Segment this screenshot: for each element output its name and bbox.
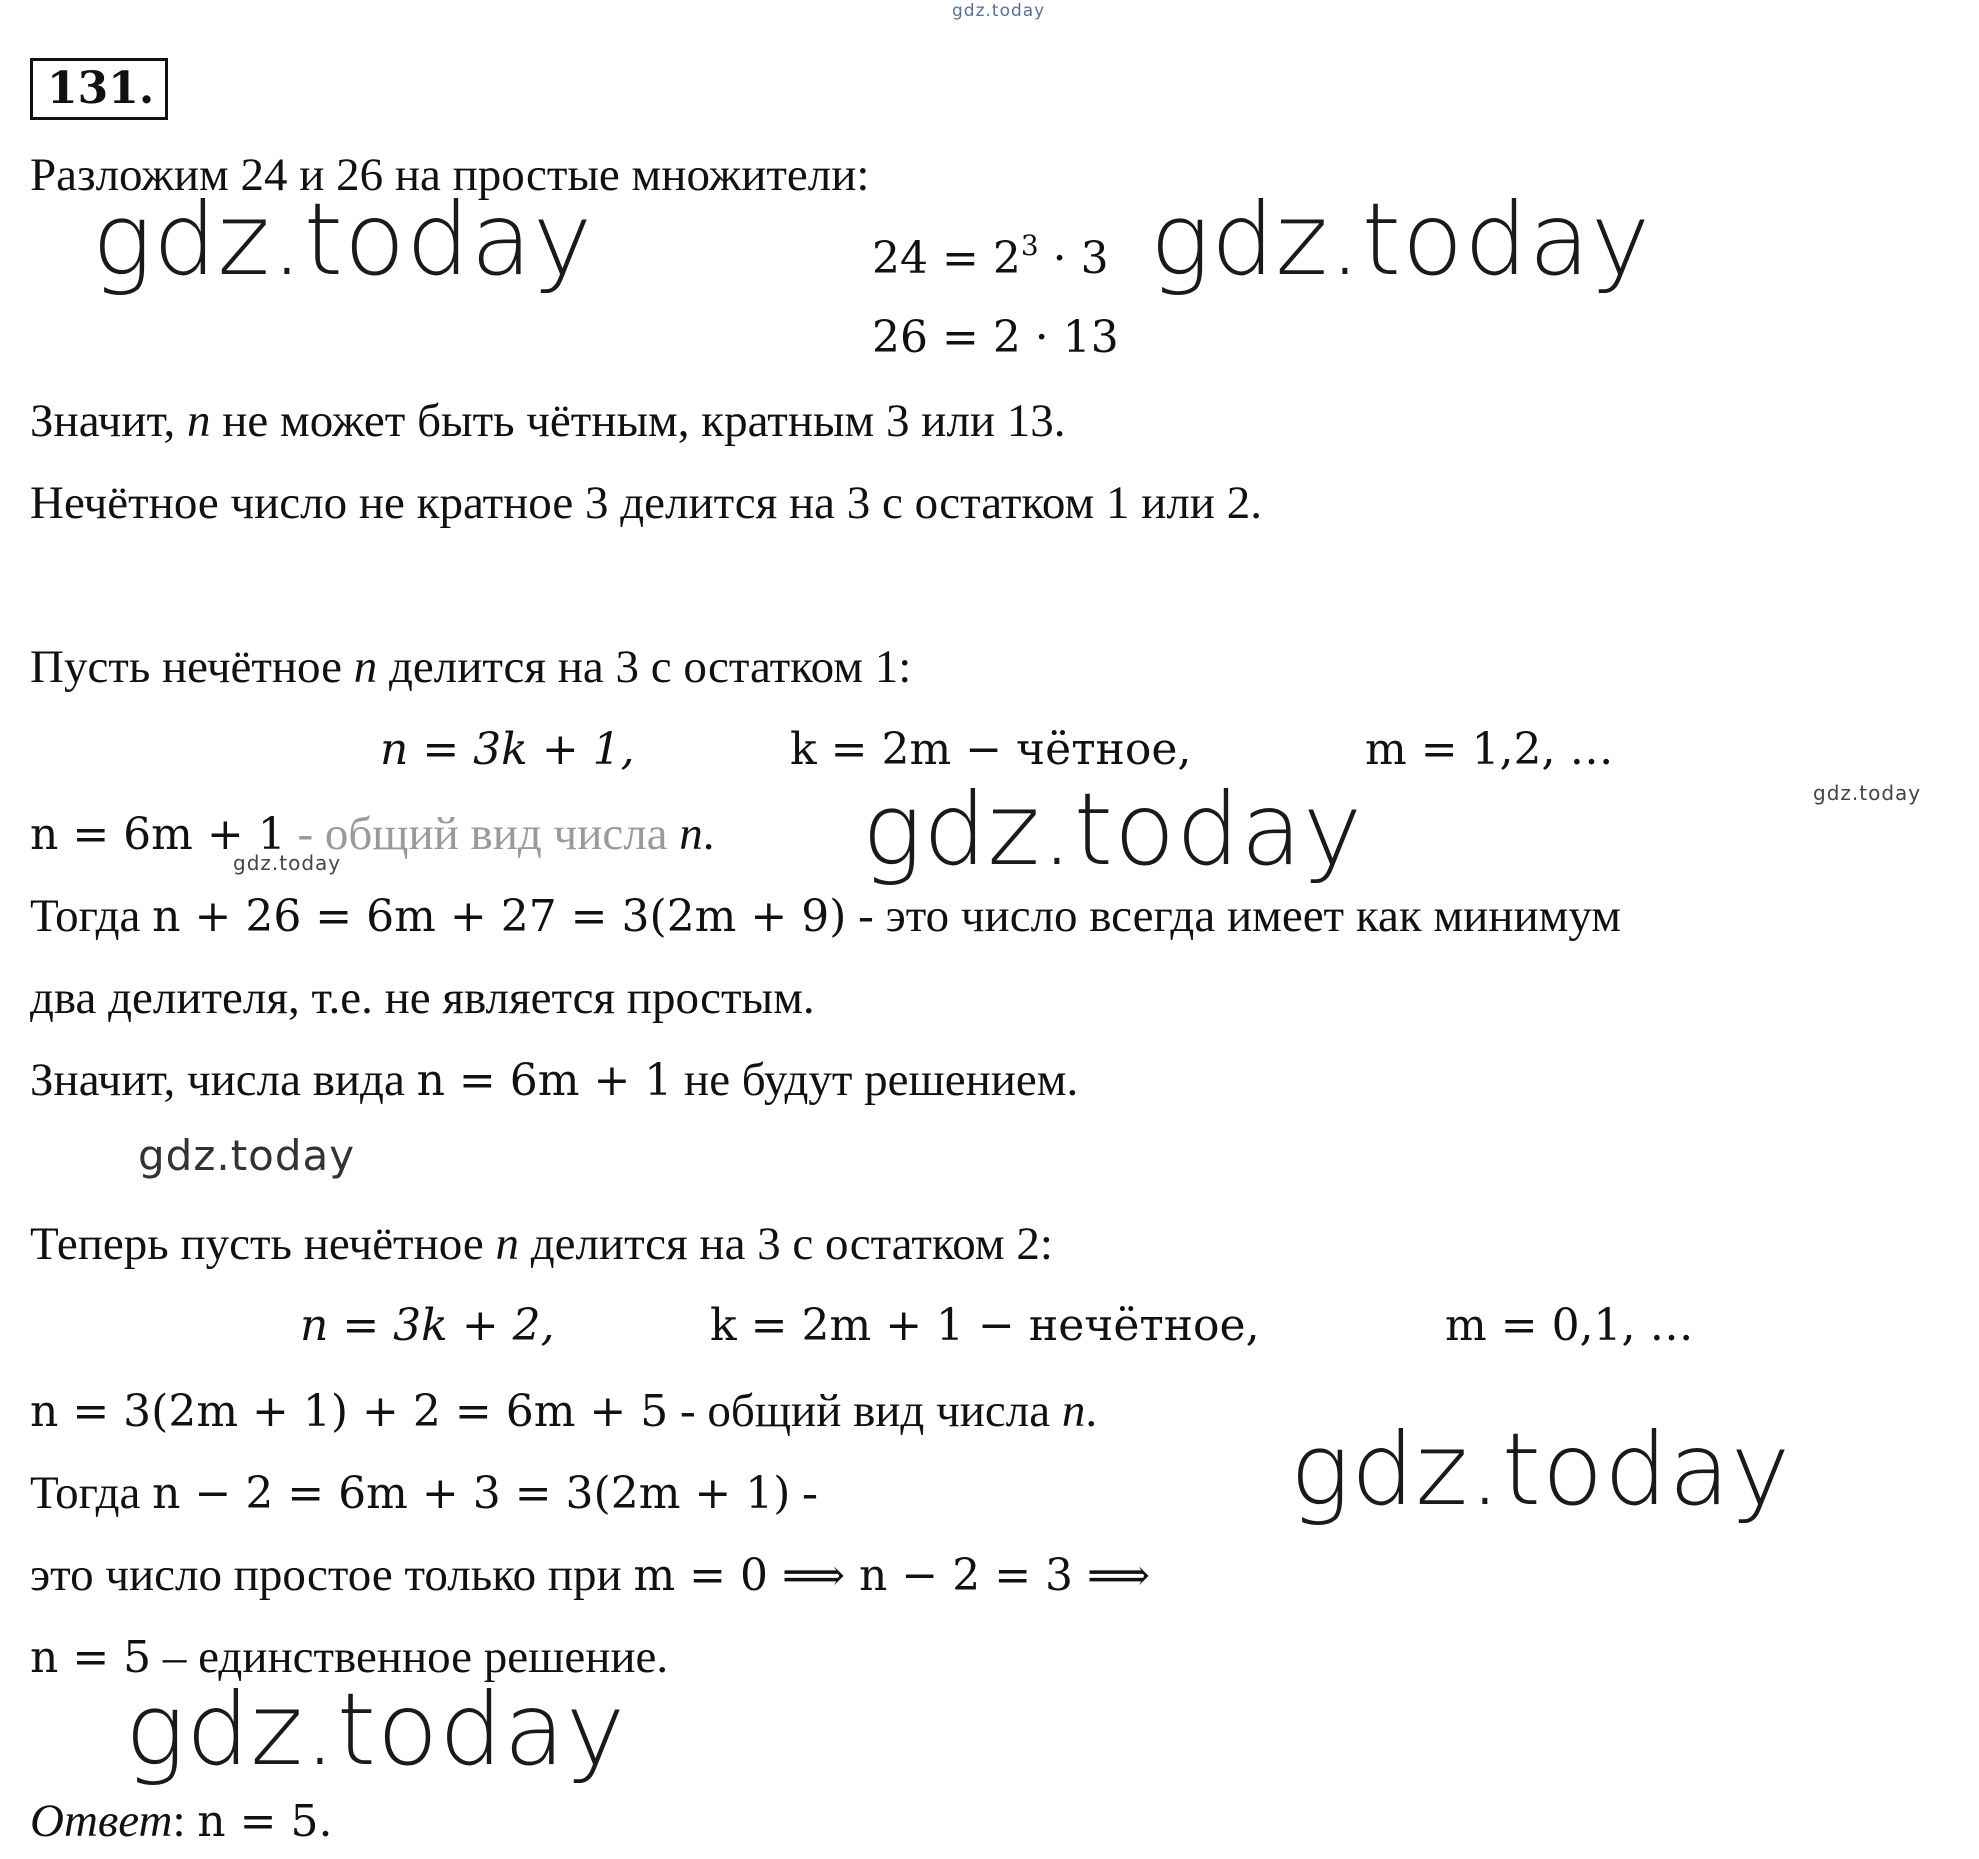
case1-sub-c: m = 1,2, …: [1365, 724, 1614, 775]
text: .: [1085, 1385, 1098, 1437]
answer-label: Ответ: [30, 1795, 173, 1847]
answer-value: n = 5.: [197, 1796, 333, 1847]
case2-sub-c: m = 0,1, …: [1445, 1300, 1694, 1351]
text: -: [790, 1467, 818, 1519]
header-watermark: gdz.today: [952, 1, 1046, 21]
var-n: n: [495, 1218, 519, 1270]
line-nechet: Нечётное число не кратное 3 делится на 3 с остатком 1 или 2.: [30, 477, 1262, 529]
var-n: n: [679, 808, 703, 860]
text: не будут решением.: [672, 1054, 1079, 1106]
text: Пусть нечётное: [30, 641, 354, 693]
math: n = 6m + 1: [30, 809, 286, 860]
text: Значит, числа вида: [30, 1054, 417, 1106]
text: делится на 3 с остатком 2:: [518, 1218, 1053, 1270]
text: .: [702, 808, 715, 860]
line-znachit: [30, 395, 1066, 447]
text: не может быть чётным, кратным 3 или 13.: [210, 395, 1066, 447]
equation-24-exponent: 3: [1020, 229, 1039, 262]
equation-24: [872, 229, 1109, 284]
case2-sub-b: k = 2m + 1 − нечётное,: [710, 1300, 1260, 1351]
watermark: gdz.today: [92, 181, 594, 298]
math: n + 26 = 6m + 27 = 3(2m + 9): [152, 891, 847, 942]
watermark: gdz.today: [138, 1131, 356, 1180]
math: m = 0 ⟹ n − 2 = 3 ⟹: [633, 1550, 1151, 1601]
var-n: n: [1061, 1385, 1086, 1437]
watermark: gdz.today: [1150, 181, 1652, 298]
problem-number: 131.: [30, 58, 168, 120]
case2-then: [30, 1467, 818, 1519]
var-n: n: [353, 641, 378, 693]
math: n = 3(2m + 1) + 2 = 6m + 5: [30, 1386, 669, 1437]
case2-sub-a: n = 3k + 2,: [300, 1300, 555, 1351]
watermark: gdz.today: [233, 851, 342, 875]
watermark: gdz.today: [125, 1671, 627, 1788]
text: Тогда: [30, 1467, 153, 1519]
math: n − 2 = 6m + 3 = 3(2m + 1): [152, 1468, 791, 1519]
equation-24-rhs: · 3: [1038, 233, 1109, 284]
case1-sub-b: k = 2m − чётное,: [790, 724, 1192, 775]
text: - общий вид числа: [668, 1385, 1062, 1437]
case1-general-form: [30, 808, 715, 860]
case1-sub-a: n = 3k + 1,: [380, 724, 635, 775]
case2-general-form: [30, 1385, 1098, 1437]
text: это число простое только при: [30, 1549, 634, 1601]
case1-heading: [30, 641, 912, 693]
answer-line: [30, 1795, 333, 1847]
var-n: n: [186, 395, 211, 447]
text: Тогда: [30, 890, 153, 942]
case1-conclusion: [30, 1054, 1079, 1106]
watermark: gdz.today: [1290, 1411, 1792, 1528]
text: :: [172, 1795, 198, 1847]
text: Значит,: [30, 395, 187, 447]
text: Теперь пусть нечётное: [30, 1218, 496, 1270]
case2-heading: [30, 1218, 1053, 1270]
math: n = 5: [30, 1632, 152, 1683]
text: делится на 3 с остатком 1:: [377, 641, 912, 693]
text: - общий вид числа: [285, 808, 680, 860]
case1-then: [30, 890, 1621, 942]
equation-24-lhs: 24 = 2: [872, 233, 1021, 284]
watermark: gdz.today: [862, 771, 1364, 888]
text: – единственное решение.: [151, 1631, 669, 1683]
math: n = 6m + 1: [416, 1055, 673, 1106]
watermark: gdz.today: [1813, 781, 1922, 805]
case2-prime: [30, 1549, 1151, 1601]
equation-26: 26 = 2 · 13: [872, 312, 1119, 363]
case1-then-cont: два делителя, т.е. не является простым.: [30, 972, 815, 1024]
intro-text: Разложим 24 и 26 на простые множители:: [30, 149, 870, 201]
text: - это число всегда имеет как минимум: [846, 890, 1621, 942]
